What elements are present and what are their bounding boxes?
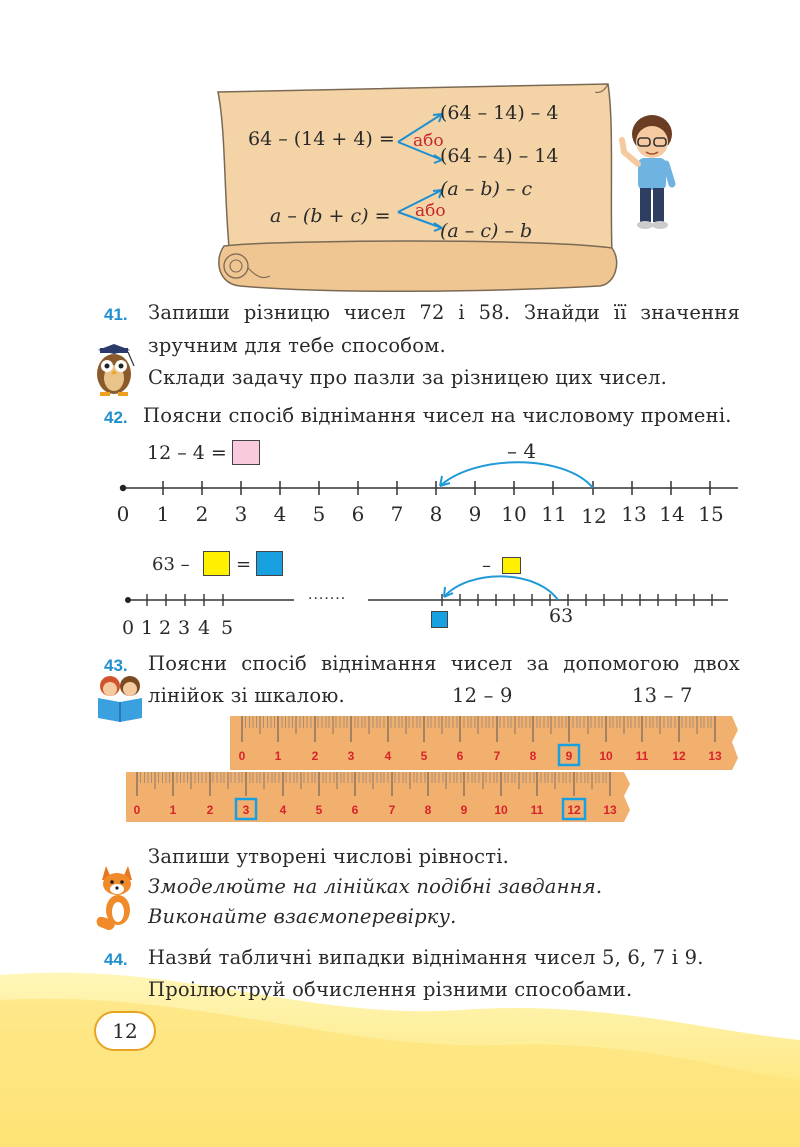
task-43-number: 43. <box>104 656 128 675</box>
ruler-bottom-9: 9 <box>460 803 468 817</box>
eq2-left: a – (b + c) = <box>270 205 391 227</box>
tick2-2: 2 <box>159 617 172 639</box>
tick-0: 0 <box>116 502 130 526</box>
tick-6: 6 <box>351 502 365 526</box>
tick-9: 9 <box>468 502 482 526</box>
ruler-bottom-6: 6 <box>351 803 359 817</box>
ruler-bottom-4: 4 <box>279 803 287 817</box>
tick-1: 1 <box>156 502 170 526</box>
eq1-bottom: (64 – 4) – 14 <box>440 145 559 167</box>
ruler-top-13: 13 <box>708 749 722 763</box>
tick-7: 7 <box>390 502 404 526</box>
example-13-7: 13 – 7 <box>632 684 693 707</box>
task-43-after2: Змоделюйте на лінійках подібні завдання. <box>148 875 603 898</box>
ruler-bottom <box>124 770 632 826</box>
ruler-top-5: 5 <box>420 749 428 763</box>
task-44-line1: Назви́ табличні випадки віднімання чисел 5, 6, 7 і 9. <box>148 946 704 969</box>
expr-63-minus: 63 – <box>152 554 190 575</box>
tick-4: 4 <box>273 502 287 526</box>
fox-icon <box>92 862 142 934</box>
ruler-bottom-5: 5 <box>315 803 323 817</box>
task-44-number: 44. <box>104 950 128 969</box>
tick-14: 14 <box>659 502 685 526</box>
ruler-bottom-2: 2 <box>206 803 214 817</box>
boy-illustration <box>612 112 690 232</box>
tick-13: 13 <box>621 502 647 526</box>
eq2-top: (a – b) – c <box>440 178 533 200</box>
task-43-after3: Виконайте взаємоперевірку. <box>148 905 457 928</box>
task-41-line2: зручним для тебе способом. <box>148 334 446 357</box>
yellow-box <box>203 551 230 576</box>
ruler-top-0: 0 <box>238 749 246 763</box>
tick-12: 12 <box>581 504 607 528</box>
blue-box <box>256 551 283 576</box>
task-43-line1: Поясни спосіб віднімання чисел за допомогою двох <box>148 652 740 675</box>
ruler-bottom-12: 12 <box>567 803 581 817</box>
tick-5: 5 <box>312 502 326 526</box>
eq2-or: або <box>415 201 446 221</box>
ruler-top-1: 1 <box>274 749 282 763</box>
tick2-1: 1 <box>141 617 154 639</box>
eq2-bottom: (a – c) – b <box>440 220 533 242</box>
task-41-line3: Склади задачу про пазли за різницею цих чисел. <box>148 366 667 389</box>
kids-reading-icon <box>94 672 146 722</box>
ruler-top-12: 12 <box>672 749 686 763</box>
task-41-line1: Запиши різницю чисел 72 і 58. Знайди її значення <box>148 301 740 324</box>
yellow-box-small <box>502 557 521 574</box>
minus-label-2: – <box>482 555 491 576</box>
expr-12-minus-4: 12 – 4 = <box>147 442 227 464</box>
tick2-0: 0 <box>122 617 135 639</box>
ruler-top-6: 6 <box>456 749 464 763</box>
tick-15: 15 <box>698 502 724 526</box>
task-44-line2: Проілюструй обчислення різними способами. <box>148 978 633 1001</box>
tick-3: 3 <box>234 502 248 526</box>
tick2-3: 3 <box>178 617 191 639</box>
owl-icon <box>90 342 138 398</box>
ruler-top-3: 3 <box>347 749 355 763</box>
tick2-4: 4 <box>198 617 211 639</box>
minus-4-label: – 4 <box>507 439 537 463</box>
task-43-line2: лінійок зі шкалою. <box>148 684 345 707</box>
blue-box-small <box>431 611 448 628</box>
tick2-5: 5 <box>221 617 234 639</box>
task-42-number: 42. <box>104 408 128 427</box>
equals-sign: = <box>236 554 252 575</box>
ruler-bottom-7: 7 <box>388 803 396 817</box>
label-63: 63 <box>549 605 574 627</box>
scroll-illustration <box>210 62 620 294</box>
ruler-bottom-3: 3 <box>242 803 250 817</box>
ruler-top-9: 9 <box>565 749 573 763</box>
ruler-top-10: 10 <box>599 749 613 763</box>
page-number: 12 <box>94 1011 156 1051</box>
tick-8: 8 <box>429 502 443 526</box>
ruler-top-11: 11 <box>635 749 649 763</box>
ruler-top-2: 2 <box>311 749 319 763</box>
tick-11: 11 <box>541 502 567 526</box>
ruler-top <box>228 712 740 774</box>
dots: ....... <box>308 587 347 603</box>
tick-10: 10 <box>501 502 527 526</box>
task-41-number: 41. <box>104 305 128 324</box>
task-42-text: Поясни спосіб віднімання чисел на числовому промені. <box>143 404 732 427</box>
task-43-after1: Запиши утворені числові рівності. <box>148 845 510 868</box>
ruler-top-7: 7 <box>493 749 501 763</box>
ruler-bottom-0: 0 <box>133 803 141 817</box>
ruler-top-8: 8 <box>529 749 537 763</box>
ruler-bottom-13: 13 <box>603 803 617 817</box>
ruler-bottom-11: 11 <box>530 803 544 817</box>
tick-2: 2 <box>195 502 209 526</box>
number-line-2 <box>118 575 738 625</box>
eq1-left: 64 – (14 + 4) = <box>248 128 395 150</box>
example-12-9: 12 – 9 <box>452 684 513 707</box>
ruler-bottom-10: 10 <box>494 803 508 817</box>
ruler-bottom-8: 8 <box>424 803 432 817</box>
eq1-or: або <box>413 131 444 151</box>
ruler-bottom-1: 1 <box>169 803 177 817</box>
eq1-top: (64 – 14) – 4 <box>440 102 559 124</box>
ruler-top-4: 4 <box>384 749 392 763</box>
